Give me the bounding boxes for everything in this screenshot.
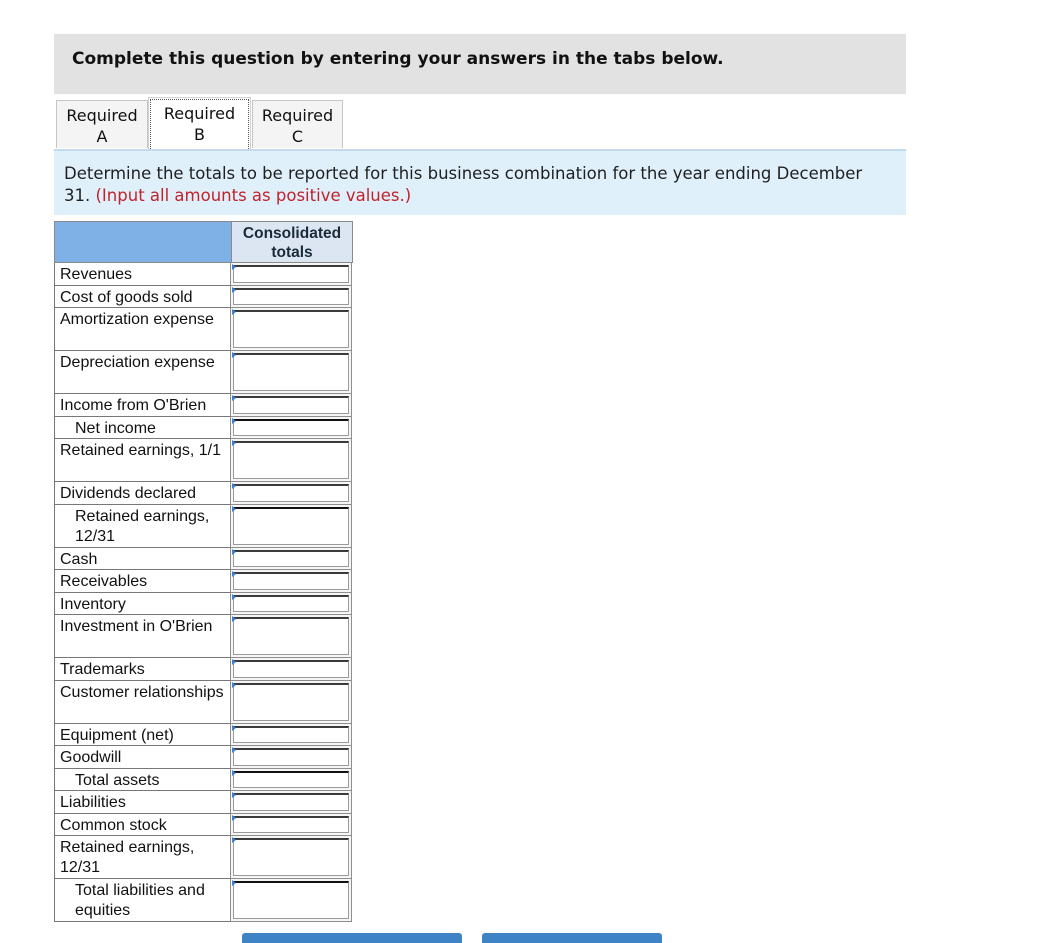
amount-cell — [230, 746, 352, 769]
table-row — [54, 439, 352, 482]
table-row — [54, 836, 352, 879]
row-label: Retained earnings, 1/1 — [54, 439, 230, 482]
tab-label: Required — [261, 106, 334, 125]
amount-input[interactable] — [233, 838, 349, 876]
row-label: Receivables — [54, 570, 230, 593]
tab-required-c[interactable] — [252, 100, 343, 148]
instruction-note: (Input all amounts as positive values.) — [95, 186, 412, 205]
row-label: Amortization expense — [54, 308, 230, 351]
previous-button[interactable] — [242, 933, 462, 943]
amount-cell — [230, 439, 352, 482]
row-label: Customer relationships — [54, 681, 230, 724]
input-marker-icon — [232, 594, 236, 600]
input-marker-icon — [232, 815, 236, 821]
row-label: Retained earnings, 12/31 — [54, 505, 230, 548]
amount-cell — [230, 836, 352, 879]
amount-input[interactable] — [233, 310, 349, 348]
row-label: Cash — [54, 548, 230, 571]
input-marker-icon — [232, 418, 236, 424]
header-label-cell — [55, 222, 230, 262]
next-button[interactable] — [482, 933, 662, 943]
amount-input[interactable] — [233, 726, 349, 744]
row-label: Liabilities — [54, 791, 230, 814]
row-label: Total assets — [54, 769, 230, 792]
question-banner — [54, 34, 906, 94]
tab-label-letter: A — [96, 127, 108, 146]
amount-input[interactable] — [233, 550, 349, 568]
input-marker-icon — [232, 287, 236, 293]
input-marker-icon — [232, 395, 236, 401]
banner-text: Complete this question by entering your answers in the tabs below. — [72, 49, 724, 69]
amount-cell — [230, 548, 352, 571]
amount-input[interactable] — [233, 353, 349, 391]
instruction-body: Determine the totals to be reported for this business combination for the year ending December 31. — [64, 164, 863, 205]
table-row — [54, 286, 352, 309]
row-label: Dividends declared — [54, 482, 230, 505]
input-marker-icon — [232, 880, 236, 886]
input-marker-icon — [232, 837, 236, 843]
row-label: Goodwill — [54, 746, 230, 769]
instruction-text — [64, 163, 884, 207]
amount-input[interactable] — [233, 507, 349, 545]
amount-input[interactable] — [233, 572, 349, 590]
row-label: Retained earnings, 12/31 — [54, 836, 230, 879]
table-row — [54, 308, 352, 351]
amount-cell — [230, 417, 352, 440]
amount-input[interactable] — [233, 288, 349, 306]
table-row — [54, 769, 352, 792]
amount-cell — [230, 724, 352, 747]
input-marker-icon — [232, 659, 236, 665]
amount-input[interactable] — [233, 396, 349, 414]
amount-input[interactable] — [233, 419, 349, 437]
table-row — [54, 791, 352, 814]
input-marker-icon — [232, 506, 236, 512]
input-marker-icon — [232, 747, 236, 753]
input-marker-icon — [232, 440, 236, 446]
amount-cell — [230, 593, 352, 616]
tab-label-letter: C — [291, 127, 304, 146]
amount-input[interactable] — [233, 748, 349, 766]
amount-input[interactable] — [233, 265, 349, 283]
tab-label: Required — [163, 104, 236, 123]
amount-cell — [230, 308, 352, 351]
row-label: Trademarks — [54, 658, 230, 681]
row-label: Net income — [54, 417, 230, 440]
amount-cell — [230, 615, 352, 658]
input-marker-icon — [232, 264, 236, 270]
amount-cell — [230, 505, 352, 548]
amount-cell — [230, 791, 352, 814]
table-row — [54, 615, 352, 658]
instruction-panel — [54, 149, 906, 215]
table-row — [54, 263, 352, 286]
amount-input[interactable] — [233, 793, 349, 811]
amount-cell — [230, 482, 352, 505]
tab-required-a[interactable] — [56, 100, 148, 148]
input-marker-icon — [232, 571, 236, 577]
row-label: Inventory — [54, 593, 230, 616]
column-header-consolidated-totals: Consolidated totals — [231, 221, 353, 263]
table-row — [54, 394, 352, 417]
table-row — [54, 746, 352, 769]
amount-input[interactable] — [233, 881, 349, 919]
tab-label-letter: B — [194, 125, 205, 144]
table-row — [54, 351, 352, 394]
row-label: Cost of goods sold — [54, 286, 230, 309]
amount-cell — [230, 658, 352, 681]
amount-cell — [230, 814, 352, 837]
input-marker-icon — [232, 549, 236, 555]
table-header — [54, 221, 352, 263]
input-marker-icon — [232, 770, 236, 776]
input-marker-icon — [232, 616, 236, 622]
tab-label: Required — [66, 106, 138, 125]
amount-cell — [230, 570, 352, 593]
table-row — [54, 593, 352, 616]
table-row — [54, 482, 352, 505]
table-row — [54, 814, 352, 837]
input-marker-icon — [232, 483, 236, 489]
amount-cell — [230, 286, 352, 309]
amount-input[interactable] — [233, 771, 349, 789]
input-marker-icon — [232, 309, 236, 315]
table-row — [54, 548, 352, 571]
row-label: Equipment (net) — [54, 724, 230, 747]
amount-cell — [230, 681, 352, 724]
table-row — [54, 417, 352, 440]
table-row — [54, 724, 352, 747]
row-label: Common stock — [54, 814, 230, 837]
amount-input[interactable] — [233, 660, 349, 678]
row-label: Total liabilities and equities — [54, 879, 230, 922]
tab-required-b[interactable] — [150, 99, 249, 149]
row-label: Revenues — [54, 263, 230, 286]
amount-input[interactable] — [233, 617, 349, 655]
amount-input[interactable] — [233, 441, 349, 479]
row-label: Investment in O'Brien — [54, 615, 230, 658]
row-label: Income from O'Brien — [54, 394, 230, 417]
amount-input[interactable] — [233, 816, 349, 834]
table-row — [54, 879, 352, 922]
amount-cell — [230, 879, 352, 922]
amount-input[interactable] — [233, 683, 349, 721]
input-marker-icon — [232, 792, 236, 798]
amount-cell — [230, 769, 352, 792]
amount-cell — [230, 263, 352, 286]
input-marker-icon — [232, 682, 236, 688]
row-label: Depreciation expense — [54, 351, 230, 394]
table-row — [54, 505, 352, 548]
amount-cell — [230, 394, 352, 417]
table-row — [54, 570, 352, 593]
input-marker-icon — [232, 725, 236, 731]
table-row — [54, 658, 352, 681]
amount-input[interactable] — [233, 484, 349, 502]
input-marker-icon — [232, 352, 236, 358]
amount-input[interactable] — [233, 595, 349, 613]
table-row — [54, 681, 352, 724]
amount-cell — [230, 351, 352, 394]
